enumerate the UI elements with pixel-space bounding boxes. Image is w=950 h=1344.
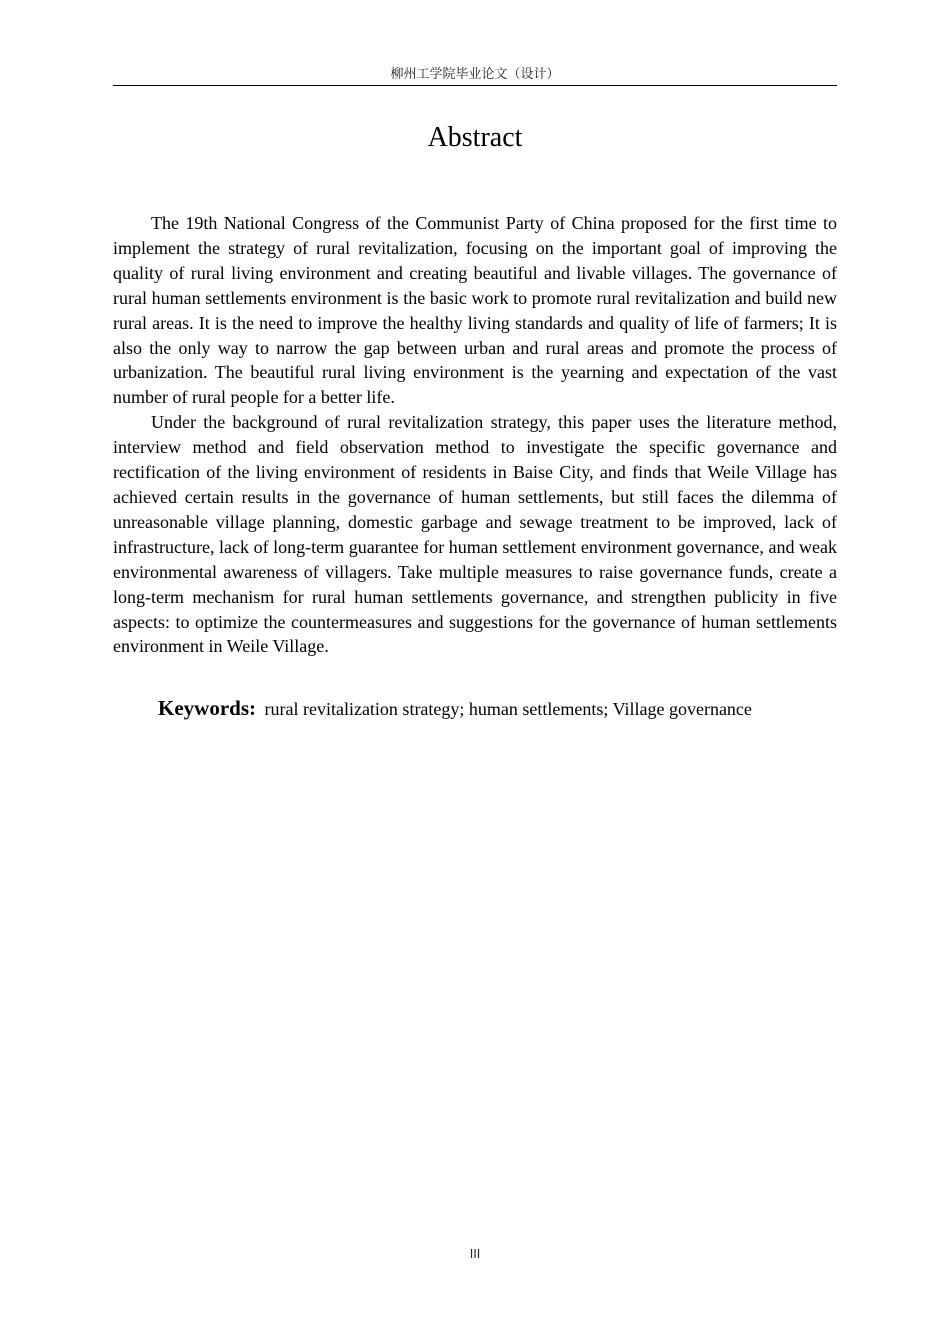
- header-rule: [113, 85, 837, 86]
- abstract-paragraph-2: Under the background of rural revitalization strategy, this paper uses the literature method, interview method and field observation method to investigate the specific governance and rectification of the living environment of residents in Baise City, and finds that Weile Village has achieved certain results in the governance of human settlements, but still faces the dilemma of unreasonable village planning, domestic garbage and sewage treatment to be improved, lack of infrastructure, lack of long-term guarantee for human settlement environment governance, and weak environmental awareness of villagers. Take multiple measures to raise governance funds, create a long-term mechanism for rural human settlements governance, and strengthen publicity in five aspects: to optimize the countermeasures and suggestions for the governance of human settlements environment in Weile Village.: [113, 412, 837, 657]
- abstract-title: Abstract: [427, 122, 523, 153]
- abstract-body: [113, 211, 837, 659]
- abstract-paragraph-1: The 19th National Congress of the Communist Party of China proposed for the first time to implement the strategy of rural revitalization, focusing on the important goal of improving the quality of rural living environment and creating beautiful and livable villages. The governance of rural human settlements environment is the basic work to promote rural revitalization and build new rural areas. It is the need to improve the healthy living standards and quality of life of farmers; It is also the only way to narrow the gap between urban and rural areas and promote the process of urbanization. The beautiful rural living environment is the yearning and expectation of the vast number of rural people for a better life.: [113, 213, 837, 408]
- page-header: 柳州工学院毕业论文（设计）: [390, 67, 560, 82]
- keywords-text: rural revitalization strategy; human settlements; Village governance: [264, 699, 752, 719]
- keywords-line: [158, 694, 838, 723]
- page-number: III: [469, 1247, 481, 1261]
- keywords-label: Keywords:: [158, 696, 256, 720]
